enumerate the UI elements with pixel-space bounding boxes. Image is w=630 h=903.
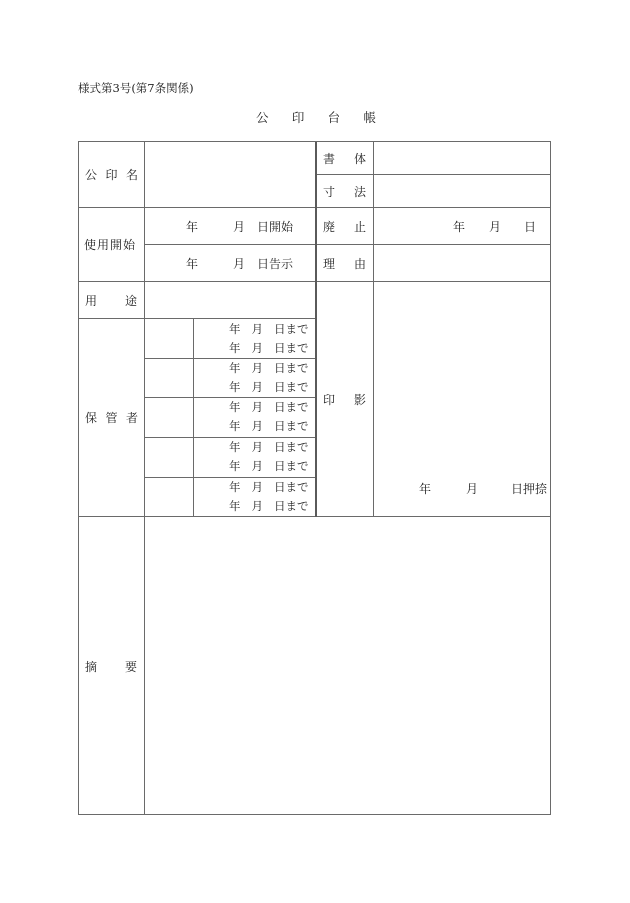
- custodian-period-field[interactable]: [194, 398, 315, 437]
- custodian-period-field[interactable]: [194, 319, 315, 358]
- year-unit: 年: [229, 499, 241, 513]
- year-unit: 年: [229, 400, 241, 414]
- month-unit: 月: [251, 419, 263, 433]
- custodian-label: [79, 319, 144, 516]
- year-unit: 年: [229, 459, 241, 473]
- year-unit: 年: [229, 440, 241, 454]
- seal-name-field[interactable]: [145, 142, 315, 207]
- day-unit: 日まで: [274, 322, 309, 336]
- year-unit: 年: [229, 322, 241, 336]
- abolition-date-field[interactable]: [374, 208, 551, 244]
- day-unit: 日まで: [274, 480, 309, 494]
- label-char: 印: [323, 392, 336, 407]
- month-unit: 月: [251, 380, 263, 394]
- seal-impression-area[interactable]: [374, 282, 551, 516]
- title-char: 印: [291, 110, 305, 125]
- reason-field[interactable]: [374, 245, 551, 281]
- label-char: 要: [124, 659, 137, 674]
- month-unit: 月: [251, 440, 263, 454]
- year-unit: 年: [229, 341, 241, 355]
- month-unit: 月: [251, 361, 263, 375]
- use-start-date-field[interactable]: [145, 208, 315, 244]
- form-number: 様式第3号(第7条関係): [78, 81, 194, 95]
- dimensions-field[interactable]: [374, 175, 551, 207]
- day-unit: 日まで: [274, 400, 309, 414]
- summary-label: [79, 517, 144, 815]
- summary-field[interactable]: [145, 517, 551, 815]
- label-char: 法: [353, 184, 366, 199]
- day-unit: 日開始: [257, 219, 294, 234]
- dimensions-label: [317, 175, 373, 207]
- label-char: 影: [353, 392, 366, 407]
- year-unit: 年: [186, 219, 199, 234]
- day-unit: 日まで: [274, 440, 309, 454]
- month-unit: 月: [233, 256, 246, 271]
- day-unit: 日まで: [274, 499, 309, 513]
- year-unit: 年: [419, 482, 432, 496]
- label-char: 公: [85, 168, 98, 182]
- month-unit: 月: [251, 400, 263, 414]
- seal-register-table: [78, 141, 551, 815]
- day-unit: 日告示: [257, 256, 294, 271]
- month-unit: 月: [251, 480, 263, 494]
- use-start-label: 使用開始: [84, 238, 137, 252]
- page-title: [256, 108, 376, 126]
- month-unit: 月: [251, 499, 263, 513]
- day-unit: 日まで: [274, 419, 309, 433]
- year-unit: 年: [229, 380, 241, 394]
- label-char: 止: [353, 219, 366, 234]
- label-char: 摘: [85, 659, 98, 674]
- label-char: 途: [124, 293, 137, 308]
- typeface-field[interactable]: [374, 142, 551, 174]
- use-start-notice-date-field[interactable]: [145, 245, 315, 281]
- month-unit: 月: [251, 322, 263, 336]
- year-unit: 年: [229, 419, 241, 433]
- day-unit: 日まで: [274, 459, 309, 473]
- title-char: 公: [256, 110, 269, 125]
- month-unit: 月: [489, 219, 502, 234]
- year-unit: 年: [229, 480, 241, 494]
- month-unit: 月: [233, 219, 246, 234]
- title-char: 台: [327, 110, 341, 125]
- day-unit: 日押捺: [511, 482, 548, 496]
- day-unit: 日まで: [274, 380, 309, 394]
- month-unit: 月: [466, 482, 479, 496]
- label-char: 管: [105, 411, 118, 425]
- label-char: 体: [353, 151, 366, 166]
- reason-label: [317, 245, 373, 281]
- custodian-name-field[interactable]: [145, 398, 193, 437]
- label-char: 寸: [323, 184, 336, 199]
- impression-label: [317, 282, 373, 516]
- year-unit: 年: [453, 219, 466, 234]
- custodian-name-field[interactable]: [145, 478, 193, 516]
- label-char: 用: [85, 293, 98, 308]
- label-char: 名: [125, 168, 138, 182]
- custodian-period-field[interactable]: [194, 438, 315, 477]
- purpose-label: [79, 282, 144, 318]
- label-char: 保: [85, 411, 98, 425]
- custodian-period-field[interactable]: [194, 359, 315, 397]
- year-unit: 年: [229, 361, 241, 375]
- day-unit: 日: [524, 219, 537, 234]
- year-unit: 年: [186, 256, 199, 271]
- month-unit: 月: [251, 459, 263, 473]
- label-char: 廃: [323, 219, 336, 234]
- typeface-label: [317, 142, 373, 174]
- label-char: 由: [353, 256, 366, 271]
- label-char: 印: [105, 168, 118, 182]
- day-unit: 日まで: [274, 361, 309, 375]
- custodian-name-field[interactable]: [145, 359, 193, 397]
- seal-name-label: [79, 142, 144, 207]
- label-char: 書: [323, 151, 336, 166]
- purpose-field[interactable]: [145, 282, 315, 318]
- custodian-period-field[interactable]: [194, 478, 315, 516]
- custodian-name-field[interactable]: [145, 438, 193, 477]
- label-char: 理: [323, 256, 336, 271]
- month-unit: 月: [251, 341, 263, 355]
- abolition-label: [317, 208, 373, 244]
- custodian-name-field[interactable]: [145, 319, 193, 358]
- label-char: 者: [125, 411, 138, 425]
- title-char: 帳: [363, 110, 376, 125]
- day-unit: 日まで: [274, 341, 309, 355]
